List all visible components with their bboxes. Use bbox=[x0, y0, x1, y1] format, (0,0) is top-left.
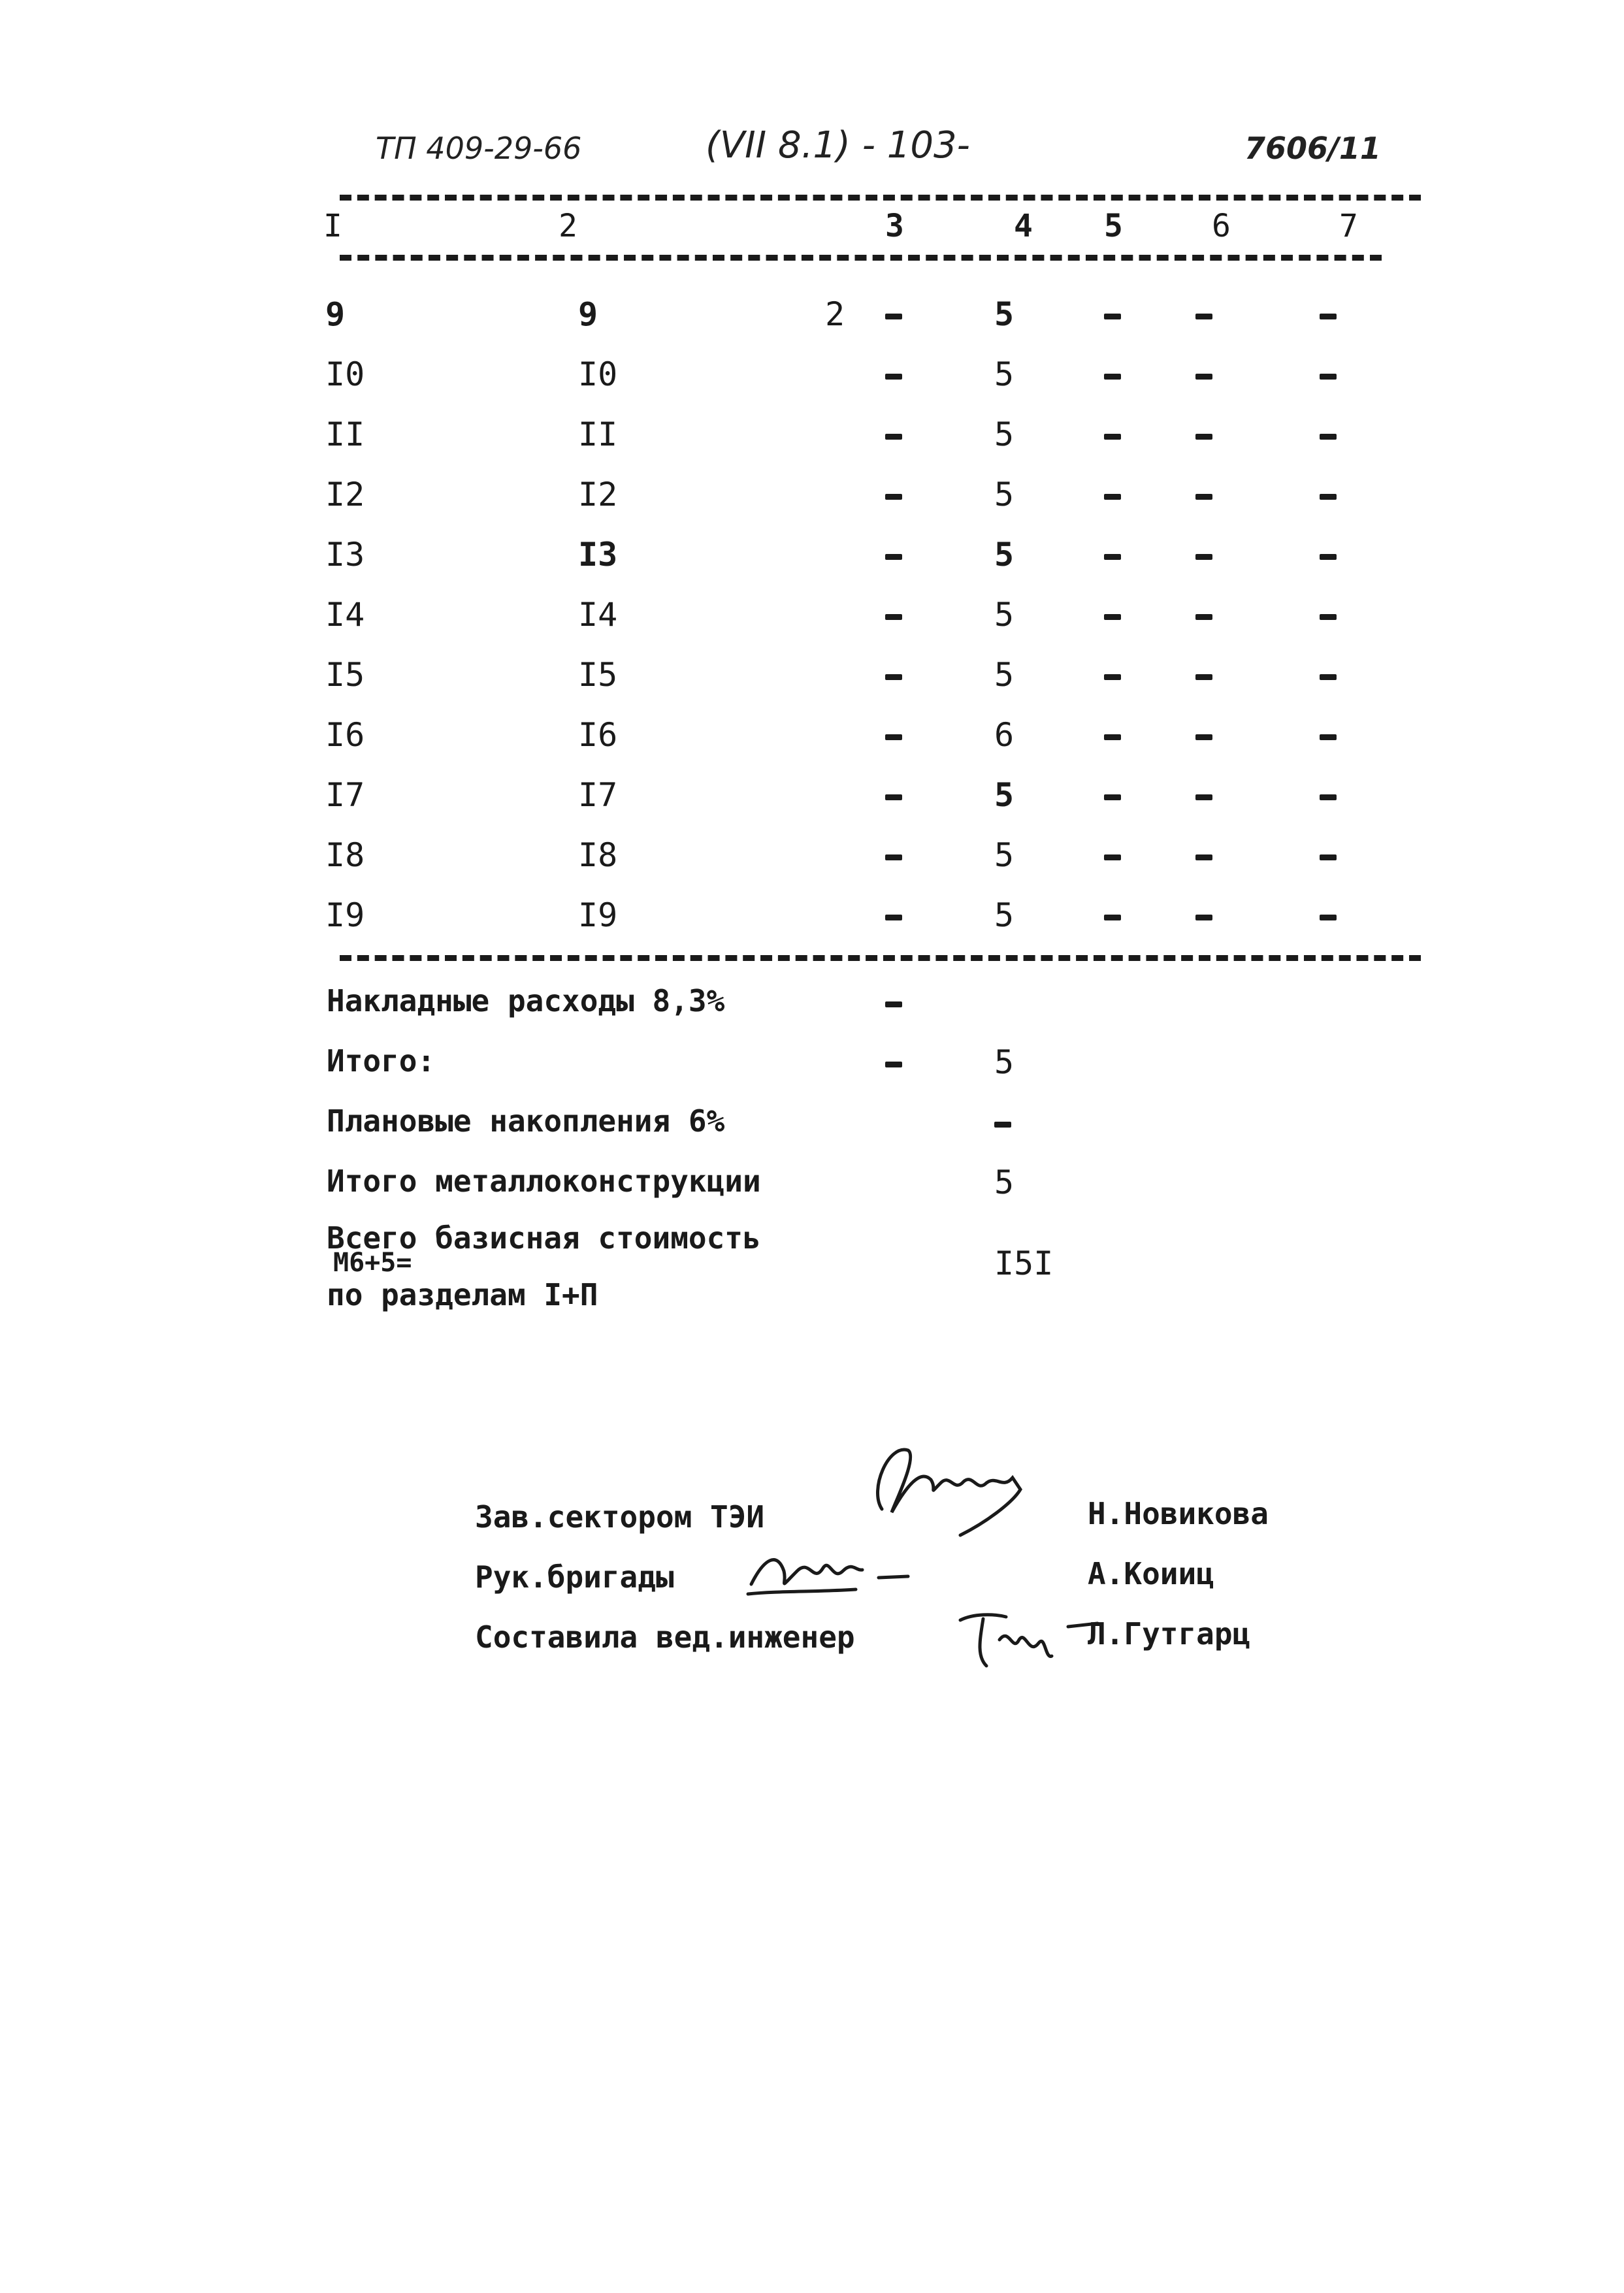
doc-code: ТП 409-29-66 bbox=[376, 131, 582, 166]
col-header-2: 2 bbox=[559, 208, 577, 244]
cell-col5 bbox=[1104, 896, 1121, 934]
cell-col1: I3 bbox=[325, 536, 365, 574]
col-header-3: 3 bbox=[885, 208, 904, 244]
cell-col7 bbox=[1320, 295, 1337, 333]
table-bottom-rule bbox=[340, 955, 1421, 961]
table-top-rule bbox=[340, 195, 1421, 201]
cell-col6 bbox=[1195, 656, 1212, 694]
cell-col7 bbox=[1320, 536, 1337, 574]
metal-total-label: Итого металлоконструкции bbox=[327, 1163, 761, 1199]
cell-extra: 2 bbox=[825, 295, 845, 333]
grand-total-line1: Всего базисная стоимость bbox=[327, 1220, 761, 1256]
col-header-1: I bbox=[323, 208, 342, 244]
cell-col5 bbox=[1104, 415, 1121, 453]
cell-col1: I6 bbox=[325, 716, 365, 754]
cell-col5 bbox=[1104, 355, 1121, 393]
cell-col5 bbox=[1104, 656, 1121, 694]
signature-name: Л.Гутгарц bbox=[1088, 1616, 1251, 1651]
cell-col7 bbox=[1320, 776, 1337, 814]
col-header-6: 6 bbox=[1212, 208, 1231, 244]
cell-col4: 5 bbox=[994, 656, 1015, 694]
cell-col4: 5 bbox=[994, 776, 1015, 814]
subtotal-label: Итого: bbox=[327, 1043, 436, 1079]
cell-col6 bbox=[1195, 596, 1212, 634]
cell-col1: I0 bbox=[325, 355, 365, 393]
cell-col4: 5 bbox=[994, 415, 1015, 453]
cell-col2: II bbox=[578, 415, 618, 453]
cell-col6 bbox=[1195, 415, 1212, 453]
cell-col1: 9 bbox=[325, 295, 346, 333]
cell-col1: I4 bbox=[325, 596, 365, 634]
cell-col5 bbox=[1104, 776, 1121, 814]
cell-col7 bbox=[1320, 476, 1337, 513]
cell-col2: I4 bbox=[578, 596, 618, 634]
planned-savings-label: Плановые накопления 6% bbox=[327, 1103, 725, 1139]
cell-col4: 5 bbox=[994, 596, 1015, 634]
col-header-7: 7 bbox=[1339, 208, 1358, 244]
cell-col7 bbox=[1320, 596, 1337, 634]
cell-col2: I9 bbox=[578, 896, 618, 934]
cell-col7 bbox=[1320, 836, 1337, 874]
cell-col2: I7 bbox=[578, 776, 618, 814]
cell-col3 bbox=[885, 536, 902, 574]
overhead-label: Накладные расходы 8,3% bbox=[327, 983, 725, 1018]
cell-col2: I5 bbox=[578, 656, 618, 694]
cell-col3 bbox=[885, 776, 902, 814]
metal-total-col4: 5 bbox=[994, 1163, 1015, 1201]
overhead-col3 bbox=[885, 983, 902, 1021]
cell-col7 bbox=[1320, 716, 1337, 754]
handwritten-signature-1 bbox=[856, 1431, 1052, 1548]
cell-col4: 5 bbox=[994, 836, 1015, 874]
planned-savings-col4 bbox=[994, 1103, 1011, 1141]
cell-col1: I2 bbox=[325, 476, 365, 513]
col-header-4: 4 bbox=[1014, 208, 1033, 244]
section-code: (VII 8.1) - 103- bbox=[706, 124, 970, 167]
cell-col4: 6 bbox=[994, 716, 1015, 754]
cell-col4: 5 bbox=[994, 896, 1015, 934]
signature-role: Зав.сектором ТЭИ bbox=[475, 1499, 765, 1535]
cell-col6 bbox=[1195, 536, 1212, 574]
handwritten-signature-2 bbox=[738, 1532, 921, 1610]
cell-col7 bbox=[1320, 896, 1337, 934]
grand-total-line2: М6+5= bbox=[333, 1248, 412, 1278]
cell-col7 bbox=[1320, 415, 1337, 453]
cell-col2: I8 bbox=[578, 836, 618, 874]
cell-col6 bbox=[1195, 476, 1212, 513]
cell-col6 bbox=[1195, 776, 1212, 814]
cell-col2: I6 bbox=[578, 716, 618, 754]
cell-col4: 5 bbox=[994, 536, 1015, 574]
cell-col5 bbox=[1104, 536, 1121, 574]
cell-col3 bbox=[885, 415, 902, 453]
cell-col3 bbox=[885, 656, 902, 694]
cell-col5 bbox=[1104, 596, 1121, 634]
cell-col3 bbox=[885, 896, 902, 934]
cell-col5 bbox=[1104, 476, 1121, 513]
subtotal-col4: 5 bbox=[994, 1043, 1015, 1081]
cell-col1: I9 bbox=[325, 896, 365, 934]
subtotal-col3 bbox=[885, 1043, 902, 1081]
col-header-5: 5 bbox=[1104, 208, 1123, 244]
cell-col1: II bbox=[325, 415, 365, 453]
cell-col1: I8 bbox=[325, 836, 365, 874]
cell-col3 bbox=[885, 836, 902, 874]
cell-col3 bbox=[885, 355, 902, 393]
cell-col2: 9 bbox=[578, 295, 598, 333]
cell-col2: I0 bbox=[578, 355, 618, 393]
cell-col3 bbox=[885, 716, 902, 754]
cell-col6 bbox=[1195, 896, 1212, 934]
cell-col7 bbox=[1320, 355, 1337, 393]
cell-col2: I2 bbox=[578, 476, 618, 513]
cell-col2: I3 bbox=[578, 536, 618, 574]
page-reference: 7606/11 bbox=[1244, 131, 1381, 166]
cell-col4: 5 bbox=[994, 355, 1015, 393]
cell-col5 bbox=[1104, 295, 1121, 333]
signature-name: А.Коииц bbox=[1088, 1556, 1214, 1591]
grand-total-line3: по разделам I+П bbox=[327, 1277, 598, 1312]
cell-col3 bbox=[885, 295, 902, 333]
cell-col6 bbox=[1195, 295, 1212, 333]
signature-role: Рук.бригады bbox=[475, 1559, 674, 1595]
header-bottom-rule bbox=[340, 255, 1382, 261]
cell-col5 bbox=[1104, 836, 1121, 874]
handwritten-signature-3 bbox=[947, 1594, 1111, 1679]
cell-col4: 5 bbox=[994, 476, 1015, 513]
cell-col3 bbox=[885, 476, 902, 513]
cell-col1: I5 bbox=[325, 656, 365, 694]
cell-col6 bbox=[1195, 355, 1212, 393]
cell-col5 bbox=[1104, 716, 1121, 754]
cell-col4: 5 bbox=[994, 295, 1015, 333]
grand-total-col4: I5I bbox=[994, 1244, 1054, 1282]
signature-name: Н.Новикова bbox=[1088, 1496, 1269, 1531]
cell-col6 bbox=[1195, 836, 1212, 874]
cell-col1: I7 bbox=[325, 776, 365, 814]
cell-col3 bbox=[885, 596, 902, 634]
cell-col6 bbox=[1195, 716, 1212, 754]
signature-role: Составила вед.инженер bbox=[475, 1619, 855, 1655]
cell-col7 bbox=[1320, 656, 1337, 694]
